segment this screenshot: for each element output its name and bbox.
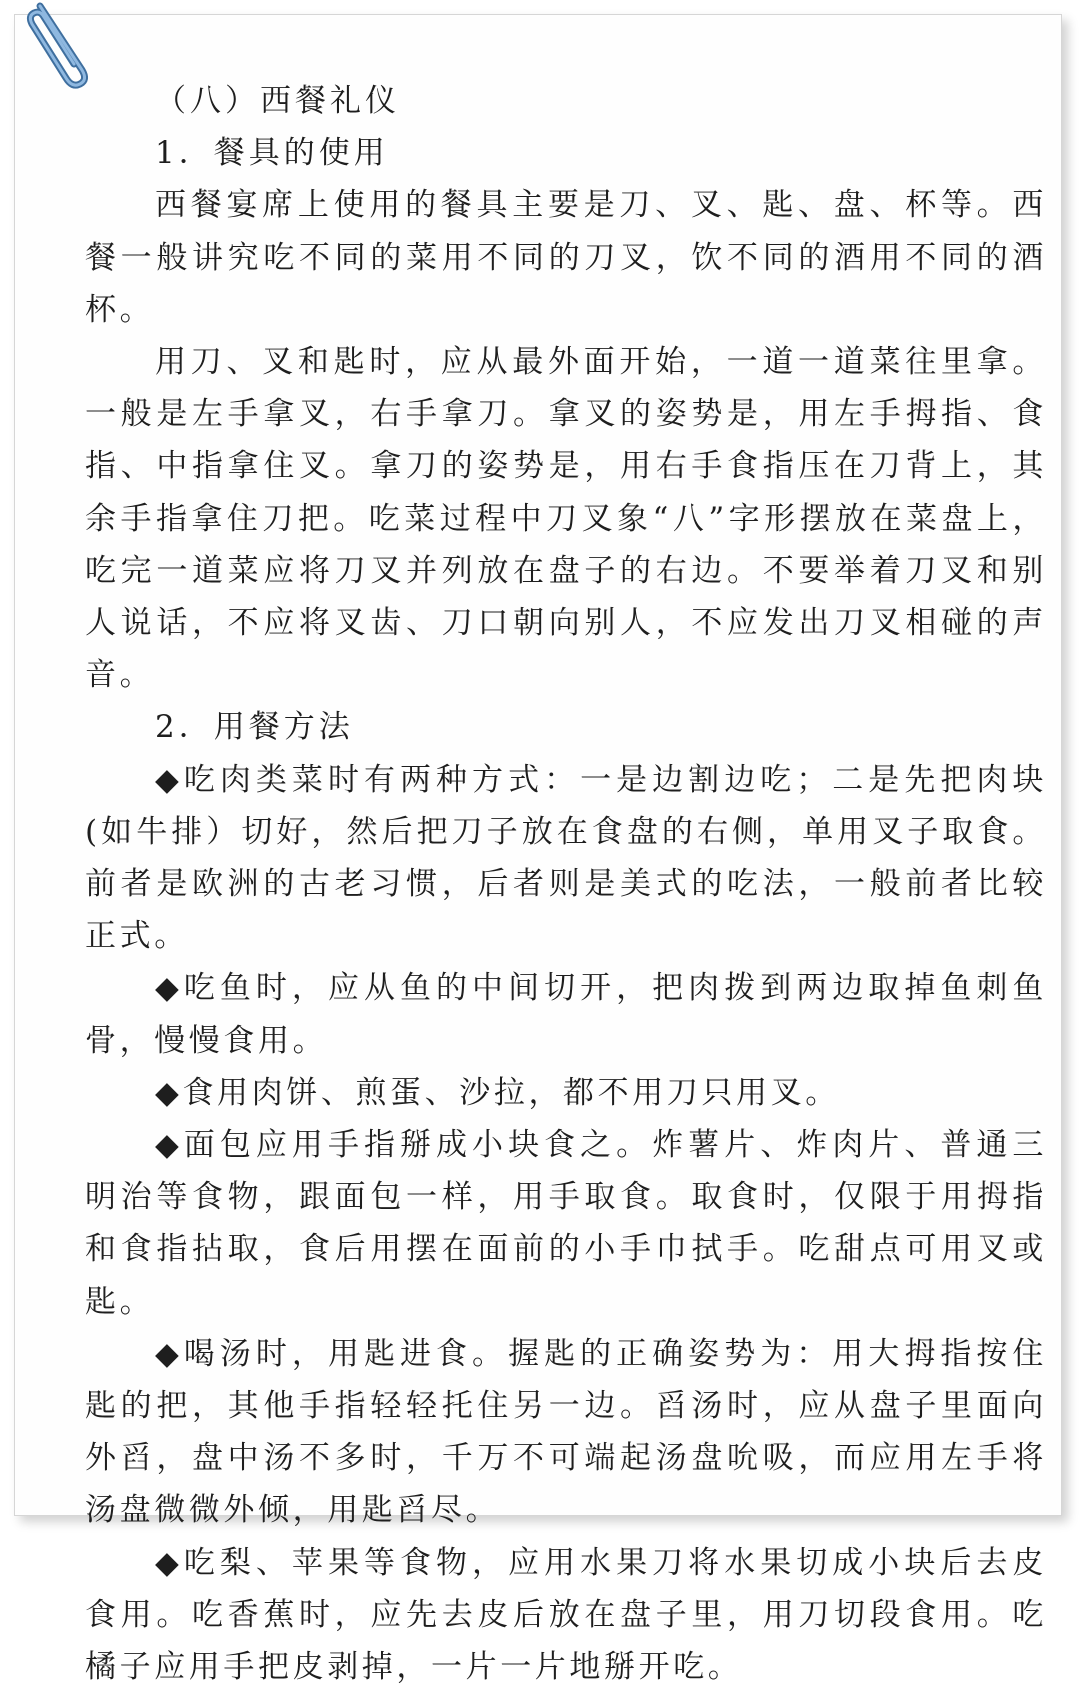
subsection-title-1: 1．餐具的使用 [155, 135, 389, 172]
paragraph-2: 用刀、叉和匙时，应从最外面开始，一道一道菜往里拿。一般是左手拿叉，右手拿刀。拿叉的姿势是，用左手拇指、食指、中指拿住叉。拿刀的姿势是，用右手食指压在刀背上，其余手指拿住刀把。吃菜过程中刀叉象“八”字形摆放在菜盘上，吃完一道菜应将刀叉并列放在盘子的右边。不要举着刀叉和别人说话，不应将叉齿、刀口朝向别人，不应发出刀叉相碰的声音。 [85, 344, 1047, 694]
bullet-paragraph-3: ◆食用肉饼、煎蛋、沙拉，都不用刀只用叉。 [155, 1074, 840, 1111]
bullet-paragraph-2: ◆吃鱼时，应从鱼的中间切开，把肉拨到两边取掉鱼刺鱼骨，慢慢食用。 [85, 970, 1047, 1059]
paperclip-icon [22, 0, 92, 90]
bullet-paragraph-5: ◆喝汤时，用匙进食。握匙的正确姿势为：用大拇指按住匙的把，其他手指轻轻托住另一边。舀汤时，应从盘子里面向外舀，盘中汤不多时，千万不可端起汤盘吮吸，而应用左手将汤盘微微外倾，用匙舀尽。 [85, 1335, 1047, 1529]
subsection-title-2: 2．用餐方法 [155, 709, 354, 746]
section-title: （八）西餐礼仪 [155, 83, 400, 119]
bullet-paragraph-6: ◆吃梨、苹果等食物，应用水果刀将水果切成小块后去皮食用。吃香蕉时，应先去皮后放在盘子里，用刀切段食用。吃橘子应用手把皮剥掉，一片一片地掰开吃。 [85, 1544, 1047, 1686]
paragraph-1: 西餐宴席上使用的餐具主要是刀、叉、匙、盘、杯等。西餐一般讲究吃不同的菜用不同的刀叉，饮不同的酒用不同的酒杯。 [85, 187, 1047, 328]
document-page [14, 14, 1062, 1686]
document-body [85, 75, 1047, 1693]
bullet-paragraph-4: ◆面包应用手指掰成小块食之。炸薯片、炸肉片、普通三明治等食物，跟面包一样，用手取食。取食时，仅限于用拇指和食指拈取，食后用摆在面前的小手巾拭手。吃甜点可用叉或匙。 [85, 1127, 1047, 1320]
bullet-paragraph-1: ◆吃肉类菜时有两种方式：一是边割边吃；二是先把肉块(如牛排）切好，然后把刀子放在食盘的右侧，单用叉子取食。前者是欧洲的古老习惯，后者则是美式的吃法，一般前者比较正式。 [85, 761, 1047, 955]
